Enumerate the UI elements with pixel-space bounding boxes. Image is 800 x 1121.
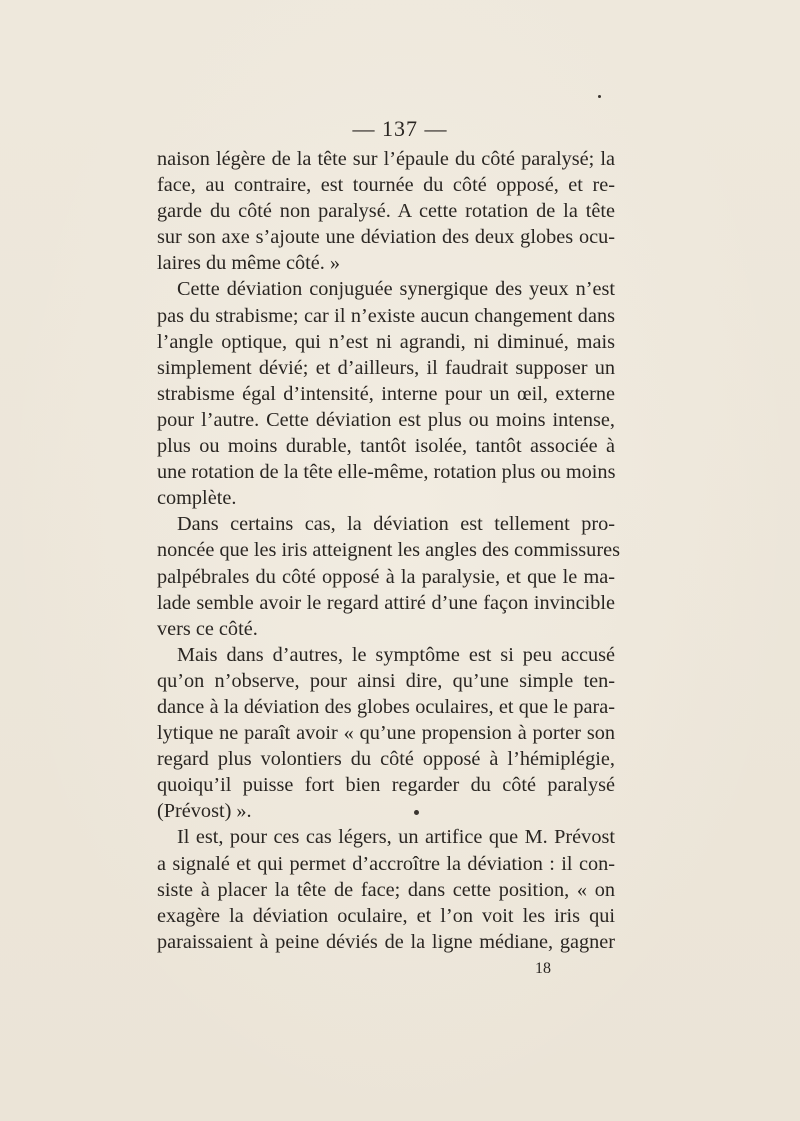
text-line: Cette déviation conjuguée synergique des yeux n’est <box>177 278 615 301</box>
text-line: simplement dévié; et d’ailleurs, il faudrait supposer un <box>157 356 615 379</box>
text-line: l’angle optique, qui n’est ni agrandi, ni diminué, mais <box>157 330 615 353</box>
text-line: plus ou moins durable, tantôt isolée, tantôt associée à <box>157 435 615 458</box>
text-line: (Prévost) ». <box>157 800 252 823</box>
text-line: qu’on n’observe, pour ainsi dire, qu’une simple ten- <box>157 669 615 692</box>
text-line: vers ce côté. <box>157 617 258 640</box>
body-text <box>157 146 620 955</box>
text-line: lade semble avoir le regard attiré d’une façon invincible <box>157 591 615 614</box>
text-line: quoiqu’il puisse fort bien regarder du côté paralysé <box>157 774 615 797</box>
text-line: sur son axe s’ajoute une déviation des deux globes ocu- <box>157 226 615 249</box>
text-line: strabisme égal d’intensité, interne pour un œil, externe <box>157 382 615 405</box>
paper-speck <box>414 810 419 815</box>
text-line: dance à la déviation des globes oculaires, et que le para- <box>157 695 615 718</box>
text-line: Mais dans d’autres, le symptôme est si peu accusé <box>177 643 615 666</box>
text-line: garde du côté non paralysé. A cette rotation de la tête <box>157 200 615 223</box>
page-number-header: — 137 — <box>352 116 448 141</box>
signature-mark: 18 <box>535 960 551 977</box>
text-line: a signalé et qui permet d’accroître la déviation : il con- <box>157 852 615 875</box>
paper-speck <box>598 95 601 98</box>
text-line: paraissaient à peine déviés de la ligne médiane, gagner <box>157 930 615 953</box>
text-line: lytique ne paraît avoir « qu’une propension à porter son <box>157 722 615 745</box>
text-line: une rotation de la tête elle-même, rotation plus ou moins <box>157 461 616 484</box>
text-line: regard plus volontiers du côté opposé à l’hémiplégie, <box>157 748 615 771</box>
text-line: exagère la déviation oculaire, et l’on voit les iris qui <box>157 904 615 927</box>
text-line: palpébrales du côté opposé à la paralysie, et que le ma- <box>157 565 615 588</box>
text-line: complète. <box>157 487 237 510</box>
text-line: siste à placer la tête de face; dans cette position, « on <box>157 878 615 901</box>
text-line: laires du même côté. » <box>157 252 341 275</box>
text-line: face, au contraire, est tournée du côté opposé, et re- <box>157 174 615 197</box>
text-line: Dans certains cas, la déviation est tellement pro- <box>177 513 615 536</box>
text-line: naison légère de la tête sur l’épaule du côté paralysé; la <box>157 148 615 170</box>
text-line: pour l’autre. Cette déviation est plus ou moins intense, <box>157 408 615 431</box>
text-line: noncée que les iris atteignent les angles des commissures <box>157 539 620 562</box>
text-line: pas du strabisme; car il n’existe aucun changement dans <box>157 304 615 327</box>
text-line: Il est, pour ces cas légers, un artifice que M. Prévost <box>177 826 615 849</box>
